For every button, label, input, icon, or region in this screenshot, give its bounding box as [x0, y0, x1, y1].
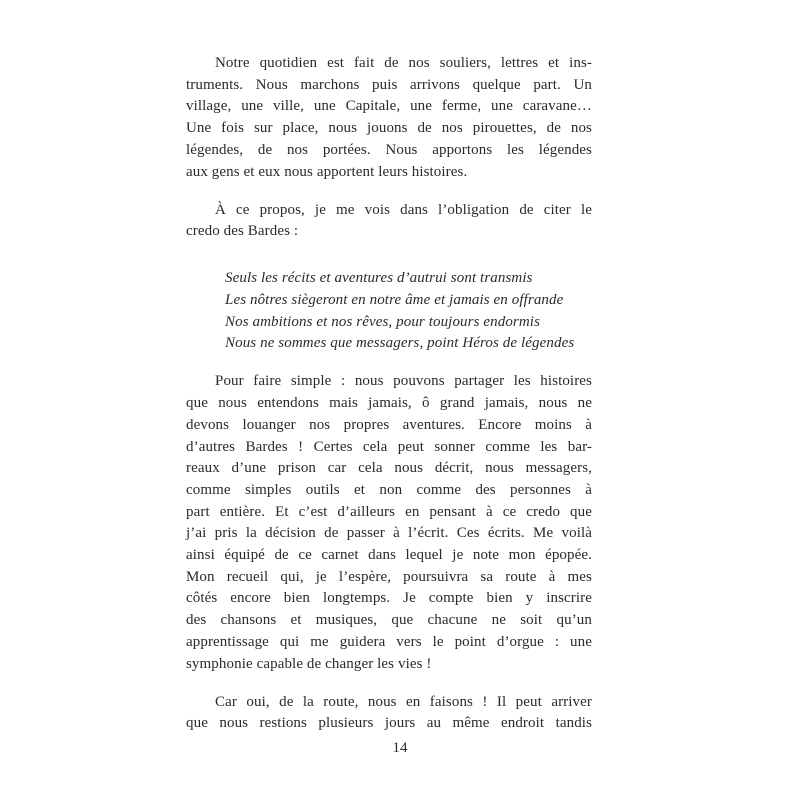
text-line: village, une ville, une Capitale, une ferme, une caravane… — [186, 98, 592, 115]
text-line: légendes, de nos portées. Nous apportons les légendes — [186, 141, 592, 158]
text-line: j’ai pris la décision de passer à l’écrit. Ces écrits. Me voilà — [186, 525, 592, 542]
paragraph — [186, 371, 592, 675]
text-line: Nos ambitions et nos rêves, pour toujours endormis — [225, 313, 541, 330]
paragraph — [186, 692, 592, 735]
text-line: des chansons et musiques, que chacune ne soit qu’un — [186, 612, 592, 629]
text-line: reaux d’une prison car cela nous décrit, nous messagers, — [186, 460, 592, 477]
text-line: Nous ne sommes que messagers, point Héros de légendes — [225, 335, 575, 352]
text-line: Notre quotidien est fait de nos souliers, lettres et ins- — [215, 55, 592, 71]
text-line: comme simples outils et non comme des personnes à — [186, 481, 592, 498]
text-line: devons louanger nos propres aventures. Encore moins à — [186, 416, 592, 433]
text-line: Les nôtres siègeront en notre âme et jamais en offrande — [225, 291, 564, 308]
text-line: apprentissage qui me guidera vers le point d’orgue : une — [186, 633, 592, 650]
text-line: Pour faire simple : nous pouvons partager les histoires — [215, 373, 592, 390]
text-line: credo des Bardes : — [186, 223, 299, 240]
text-line: Seuls les récits et aventures d’autrui sont transmis — [225, 270, 533, 287]
text-block — [186, 53, 592, 735]
text-line: part entière. Et c’est d’ailleurs en pensant à ce credo que — [186, 503, 592, 520]
text-line: symphonie capable de changer les vies ! — [186, 655, 432, 672]
verse-quatrain — [186, 268, 592, 355]
text-line: Une fois sur place, nous jouons de nos pirouettes, de nos — [186, 120, 592, 137]
text-line: Mon recueil qui, je l’espère, poursuivra sa route à mes — [186, 568, 592, 585]
text-line: À ce propos, je me vois dans l’obligation de citer le — [215, 201, 592, 218]
text-line: truments. Nous marchons puis arrivons quelque part. Un — [186, 76, 592, 93]
page-number: 14 — [392, 740, 408, 756]
paragraph — [186, 53, 592, 183]
text-line: Car oui, de la route, nous en faisons ! Il peut arriver — [215, 693, 592, 710]
paragraph — [186, 200, 592, 243]
text-line: que nous entendons mais jamais, ô grand jamais, nous ne — [186, 395, 592, 412]
text-line: aux gens et eux nous apportent leurs histoires. — [186, 163, 468, 180]
text-line: côtés encore bien longtemps. Je compte bien y inscrire — [186, 590, 592, 607]
text-line: que nous restions plusieurs jours au même endroit tandis — [186, 715, 592, 732]
text-line: ainsi équipé de ce carnet dans lequel je note mon épopée. — [186, 547, 592, 564]
text-line: d’autres Bardes ! Certes cela peut sonner comme les bar- — [186, 438, 592, 455]
